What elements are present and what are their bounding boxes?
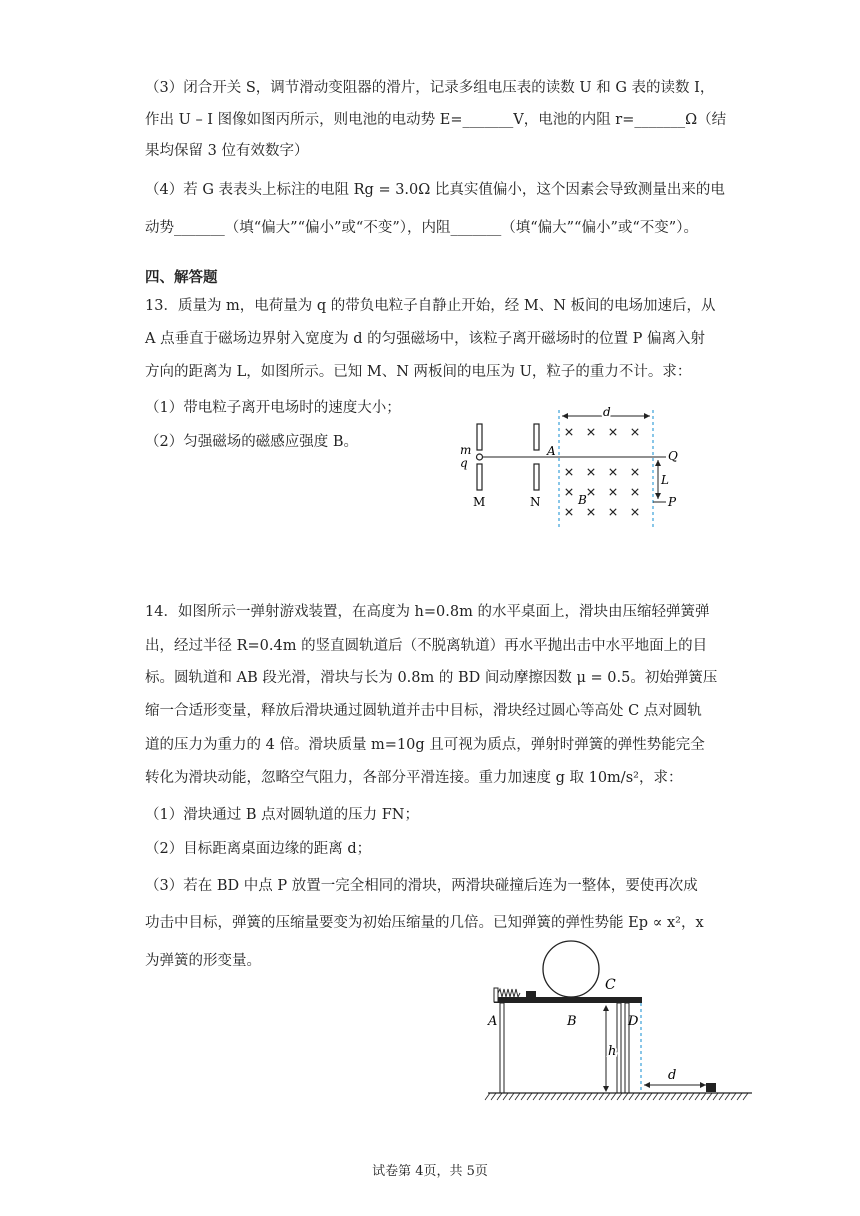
magnetic-field-figure [450, 402, 690, 532]
hatch-stroke [695, 1093, 700, 1100]
label-p: P [668, 495, 677, 509]
page-footer: 试卷第 4页，共 5页 [372, 1164, 488, 1179]
hatch-stroke [599, 1093, 604, 1100]
hatch-stroke [665, 1093, 670, 1100]
label-q: q [460, 456, 468, 470]
text-line: 功击中目标，弹簧的压缩量要变为初始压缩量的几倍。已知弹簧的弹性势能 Ep ∝ x²，x [145, 915, 704, 931]
plate-m-top [477, 424, 482, 450]
table-leg-right-a [617, 1003, 621, 1093]
hatch-stroke [533, 1093, 538, 1100]
hatch-stroke [551, 1093, 556, 1100]
text-line: （3）若在 BD 中点 P 放置一完全相同的滑块，两滑块碰撞后连为一整体，要使再次成 [145, 878, 698, 894]
label-q-point: Q [668, 449, 678, 463]
magnetic-field-crosses [566, 429, 638, 515]
hatch-stroke [623, 1093, 628, 1100]
circular-track [543, 941, 599, 997]
hatch-stroke [563, 1093, 568, 1100]
hatch-stroke [545, 1093, 550, 1100]
hatch-stroke [647, 1093, 652, 1100]
hatch-stroke [581, 1093, 586, 1100]
text-line: 出，经过半径 R=0.4m 的竖直圆轨道后（不脱离轨道）再水平抛出击中水平地面上的目 [145, 638, 708, 654]
table-top [494, 997, 642, 1003]
hatch-stroke [719, 1093, 724, 1100]
text-line: （2）匀强磁场的磁感应强度 B。 [145, 434, 358, 450]
hatch-stroke [659, 1093, 664, 1100]
target [706, 1083, 716, 1092]
d-arrow-right [644, 413, 650, 419]
text-line: 14．如图所示一弹射游戏装置，在高度为 h=0.8m 的水平桌面上，滑块由压缩轻弹簧弹 [145, 604, 710, 620]
text-line: 13．质量为 m，电荷量为 q 的带负电粒子自静止开始，经 M、N 板间的电场加速后，从 [145, 298, 716, 314]
text-line: 方向的距离为 L，如图所示。已知 M、N 两板间的电压为 U，粒子的重力不计。求： [145, 364, 692, 380]
hatch-stroke [611, 1093, 616, 1100]
text-line: 作出 U – I 图像如图丙所示，则电池的电动势 E=_______V，电池的内阻 r=_______Ω（结 [145, 112, 727, 128]
plate-m-bottom [477, 464, 482, 490]
d-arrow-left [562, 413, 568, 419]
table-leg-left [500, 1003, 504, 1093]
l-arrow-bottom [655, 493, 661, 499]
label-d: D [628, 1014, 639, 1029]
hatch-stroke [527, 1093, 532, 1100]
hatch-stroke [677, 1093, 682, 1100]
slider-block [526, 991, 536, 998]
particle [477, 454, 483, 460]
spring [498, 989, 520, 997]
label-c: C [605, 977, 616, 993]
l-arrow-top [655, 460, 661, 466]
text-line: 标。圆轨道和 AB 段光滑，滑块与长为 0.8m 的 BD 间动摩擦因数 μ = 0.5。初始弹簧压 [145, 670, 718, 686]
text-line: （1）滑块通过 B 点对圆轨道的压力 FN； [145, 807, 419, 823]
label-plate-m: M [473, 495, 486, 509]
d-arrow-right [700, 1082, 706, 1088]
hatch-stroke [503, 1093, 508, 1100]
hatch-stroke [587, 1093, 592, 1100]
hatch-stroke [701, 1093, 706, 1100]
hatch-stroke [515, 1093, 520, 1100]
h-arrow-top [603, 1005, 609, 1011]
hatch-stroke [575, 1093, 580, 1100]
text-line: 果均保留 3 位有效数字） [145, 143, 309, 159]
label-b: B [567, 1014, 577, 1029]
hatch-stroke [689, 1093, 694, 1100]
hatch-stroke [491, 1093, 496, 1100]
hatch-stroke [743, 1093, 748, 1100]
hatch-stroke [737, 1093, 742, 1100]
hatch-stroke [707, 1093, 712, 1100]
spring-launcher-figure [484, 935, 760, 1110]
hatch-stroke [539, 1093, 544, 1100]
hatch-stroke [683, 1093, 688, 1100]
text-line: 转化为滑块动能，忽略空气阻力，各部分平滑连接。重力加速度 g 取 10m/s²，求： [145, 770, 683, 786]
plate-n-top [534, 424, 539, 450]
text-line: （2）目标距离桌面边缘的距离 d； [145, 841, 372, 857]
ground-hatch [485, 1093, 748, 1100]
hatch-stroke [605, 1093, 610, 1100]
hatch-stroke [557, 1093, 562, 1100]
hatch-stroke [635, 1093, 640, 1100]
text-line: （1）带电粒子离开电场时的速度大小； [145, 400, 401, 416]
label-plate-n: N [530, 495, 541, 509]
label-m: m [460, 443, 472, 457]
d-arrow-left [644, 1082, 650, 1088]
label-a: A [488, 1014, 498, 1029]
hatch-stroke [617, 1093, 622, 1100]
spring-wall [494, 988, 498, 1002]
hatch-stroke [731, 1093, 736, 1100]
plate-n-bottom [534, 464, 539, 490]
text-line: 动势_______（填“偏大”“偏小”或“不变”），内阻_______（填“偏大”“偏小”或“不变”）。 [145, 220, 698, 236]
hatch-stroke [641, 1093, 646, 1100]
text-line: 道的压力为重力的 4 倍。滑块质量 m=10g 且可视为质点，弹射时弹簧的弹性势能完全 [145, 737, 705, 753]
text-line: （4）若 G 表表头上标注的电阻 Rg = 3.0Ω 比真实值偏小，这个因素会导致测量出来的电 [145, 182, 725, 198]
label-b: B [578, 493, 587, 507]
label-d: d [603, 405, 611, 419]
hatch-stroke [653, 1093, 658, 1100]
text-line: 缩一合适形变量，释放后滑块通过圆轨道并击中目标，滑块经过圆心等高处 C 点对圆轨 [145, 703, 702, 719]
section-heading: 四、解答题 [145, 269, 218, 286]
hatch-stroke [569, 1093, 574, 1100]
label-a: A [547, 444, 556, 458]
label-d-distance: d [668, 1068, 677, 1083]
hatch-stroke [485, 1093, 490, 1100]
text-line: 为弹簧的形变量。 [145, 953, 261, 969]
text-line: （3）闭合开关 S，调节滑动变阻器的滑片，记录多组电压表的读数 U 和 G 表的读数 I， [145, 80, 715, 96]
hatch-stroke [713, 1093, 718, 1100]
text-line: A 点垂直于磁场边界射入宽度为 d 的匀强磁场中，该粒子离开磁场时的位置 P 偏离入射 [145, 331, 706, 347]
label-h: h [608, 1044, 617, 1059]
hatch-stroke [671, 1093, 676, 1100]
hatch-stroke [629, 1093, 634, 1100]
h-arrow-bottom [603, 1086, 609, 1092]
hatch-stroke [521, 1093, 526, 1100]
hatch-stroke [497, 1093, 502, 1100]
hatch-stroke [509, 1093, 514, 1100]
hatch-stroke [725, 1093, 730, 1100]
hatch-stroke [593, 1093, 598, 1100]
label-l: L [661, 473, 669, 487]
